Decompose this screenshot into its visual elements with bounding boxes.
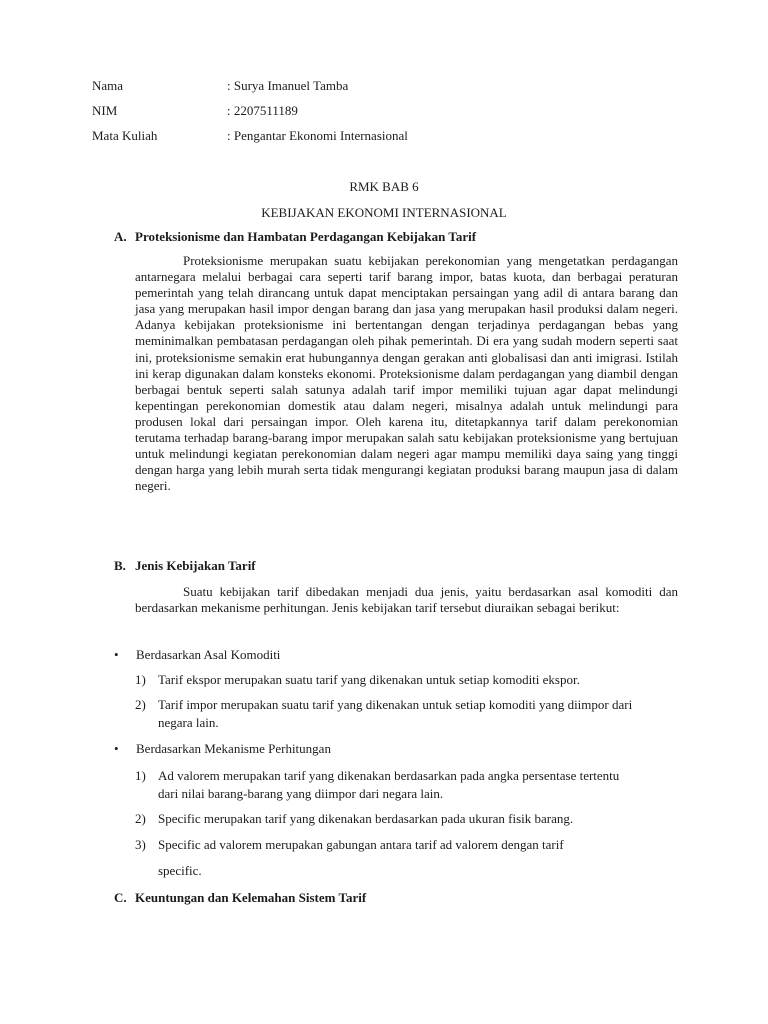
section-title: Proteksionisme dan Hambatan Perdagangan Kebijakan Tarif	[135, 229, 477, 244]
section-b-heading	[114, 558, 256, 574]
item-number: 2)	[135, 811, 146, 826]
item-text: Tarif impor merupakan suatu tarif yang dikenakan untuk setiap komoditi yang diimpor dari negara lain.	[158, 697, 633, 730]
document-subtitle: KEBIJAKAN EKONOMI INTERNASIONAL	[261, 205, 507, 220]
section-a-heading	[114, 229, 476, 245]
bullet-asal-komoditi	[114, 647, 280, 663]
item-text: Tarif ekspor merupakan suatu tarif yang dikenakan untuk setiap komoditi ekspor.	[158, 672, 580, 687]
item-text: Specific ad valorem merupakan gabungan antara tarif ad valorem dengan tarif	[158, 837, 564, 852]
document-title: RMK BAB 6	[349, 179, 419, 194]
section-letter: C.	[114, 890, 127, 905]
section-letter: B.	[114, 558, 126, 573]
bullet-icon: •	[114, 647, 119, 662]
list-item	[135, 696, 655, 732]
section-a-paragraph	[135, 253, 678, 494]
bullet-text: Berdasarkan Mekanisme Perhitungan	[136, 741, 331, 756]
item-number: 2)	[135, 697, 146, 712]
paragraph-text: Proteksionisme merupakan suatu kebijakan perekonomian yang mengetatkan perdagangan antarnegara melalui berbagai cara seperti tarif barang impor, batas kuota, dan berbagai peraturan pemerintah yang telah dirancang untuk dapat menciptakan persaingan yang adil di antara barang dan jasa yang merupakan hasil impor dengan barang dan jasa yang merupakan hasil produksi dalam negeri. Adanya kebijakan proteksionisme ini bertentangan dengan terjadinya perdagangan bebas yang meminimalkan pembatasan perdagangan oleh pihak pemerintah. Di era yang sudah modern seperti saat ini, proteksionisme semakin erat hubungannya dengan gerakan anti globalisasi dan anti imigrasi. Istilah ini kerap digunakan dalam konsteks ekonomi. Proteksionisme dalam perdagangan yang diambil dengan berbagai bentuk seperti salah satunya adalah tarif impor memiliki tujuan agar dapat melindungi kepentingan perekonomian domestik atau dalam negeri, misalnya adalah untuk melindungi para produsen lokal dari persaingan impor. Oleh karena itu, ditetapkannya tarif dalam perekonomian terutama terhadap barang-barang impor merupakan salah satu kebijakan proteksionisme yang bertujuan untuk melindungi kegiatan perekonomian dalam negeri agar mampu memiliki daya saing yang tinggi dengan harga yang lebih murah serta tidak mengurangi kegiatan produksi barang maupun jasa di dalam negeri.	[135, 253, 678, 494]
section-letter: A.	[114, 229, 127, 244]
item-text: Specific merupakan tarif yang dikenakan berdasarkan pada ukuran fisik barang.	[158, 811, 574, 826]
item-number: 1)	[135, 672, 146, 687]
header-value: : Surya Imanuel Tamba	[227, 78, 349, 93]
list-item	[135, 671, 655, 689]
header-label: Nama	[92, 78, 124, 93]
item-text: specific.	[158, 863, 202, 878]
section-title: Jenis Kebijakan Tarif	[135, 558, 256, 573]
list-item	[135, 767, 655, 803]
header-value: : 2207511189	[227, 103, 298, 118]
section-b-paragraph	[135, 584, 678, 616]
section-c-heading	[114, 890, 366, 906]
bullet-mekanisme-perhitungan	[114, 741, 331, 757]
list-item-continuation	[135, 862, 655, 880]
bullet-icon: •	[114, 741, 119, 756]
item-number: 3)	[135, 837, 146, 852]
list-item	[135, 810, 655, 828]
list-item	[135, 836, 655, 854]
section-title: Keuntungan dan Kelemahan Sistem Tarif	[135, 890, 367, 905]
header-label: Mata Kuliah	[92, 128, 158, 143]
bullet-text: Berdasarkan Asal Komoditi	[136, 647, 281, 662]
header-label: NIM	[92, 103, 118, 118]
header-value: : Pengantar Ekonomi Internasional	[227, 128, 408, 143]
paragraph-text: Suatu kebijakan tarif dibedakan menjadi dua jenis, yaitu berdasarkan asal komoditi dan berdasarkan mekanisme perhitungan. Jenis kebijakan tarif tersebut diuraikan sebagai berikut:	[135, 584, 678, 616]
item-number: 1)	[135, 768, 146, 783]
item-text: Ad valorem merupakan tarif yang dikenakan berdasarkan pada angka persentase tertentu dari nilai barang-barang yang diimpor dari negara lain.	[158, 768, 620, 801]
